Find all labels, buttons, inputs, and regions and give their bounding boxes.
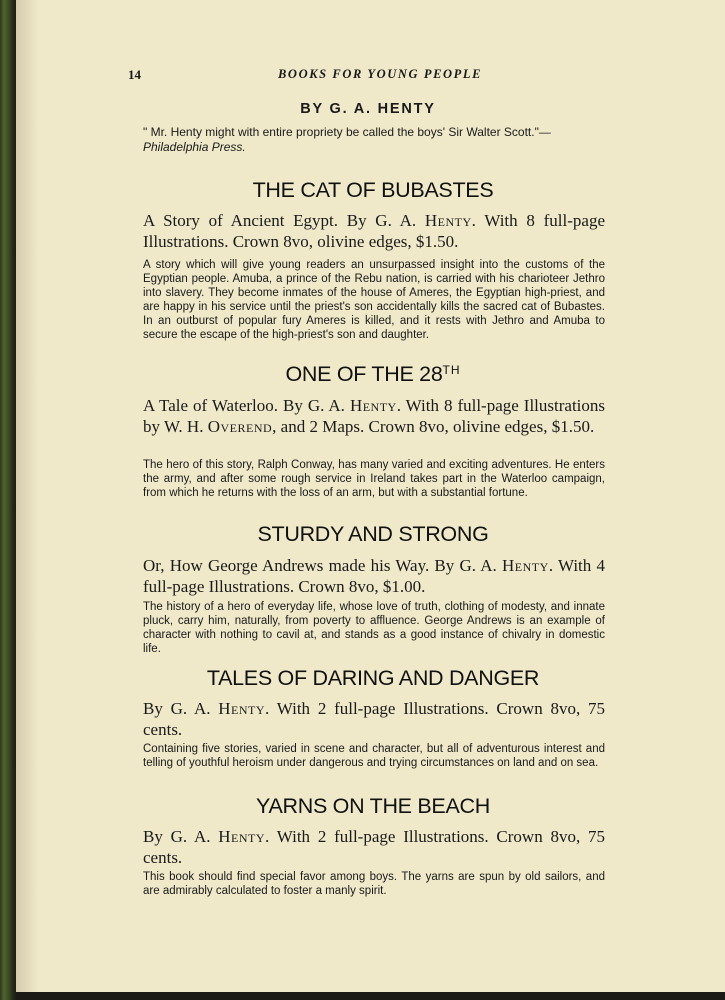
desc-text: . With 8 full-page Illustrations by W. H. (143, 396, 606, 436)
desc-text: By G. A. (143, 827, 219, 846)
book-description (143, 826, 605, 868)
illustrator-name: Overend (207, 417, 273, 436)
desc-text: Or, How George Andrews made his Way. By G. A. (143, 556, 503, 575)
desc-text: A Tale of Waterloo. By G. A. (143, 396, 350, 415)
page-number: 14 (128, 67, 141, 82)
book-title-yarns-on-the-beach: YARNS ON THE BEACH (256, 794, 490, 818)
desc-text: . With 2 full-page Illustrations. Crown 8vo, 75 cents. (143, 827, 605, 867)
quote-text: " Mr. Henty might with entire propriety be called the boys' Sir Walter Scott." (143, 125, 539, 139)
book-blurb: A story which will give young readers an unsurpassed insight into the customs of the Egyptian people. Amuba, a prince of the Rebu nation, is carried with his charioteer Jethro into slavery. They become inmates of the house of Ameres, the Egyptian high-priest, and are happy in his service until the priest's son accidentally kills the sacred cat of Bubastes. In an outburst of popular fury Ameres is killed, and it rests with Jethro and Amuba to secure the escape of the high-priest's son and daughter. (143, 259, 605, 341)
page-bottom-edge (16, 992, 725, 1000)
book-description (143, 698, 605, 740)
book-blurb: Containing five stories, varied in scene and character, but all of adventurous interest and telling of youthful heroism under dangerous and trying circumstances on land and on sea. (143, 743, 605, 769)
desc-text: , and 2 Maps. Crown 8vo, olivine edges, $1.50. (272, 417, 595, 436)
book-title-sturdy-and-strong: STURDY AND STRONG (257, 522, 489, 546)
author-name: Henty (218, 699, 266, 718)
page-header (128, 67, 608, 87)
desc-text: . With 4 full-page Illustrations. Crown 8vo, $1.00. (143, 556, 605, 596)
desc-text: By G. A. (143, 699, 219, 718)
book-title-cat-of-bubastes: THE CAT OF BUBASTES (252, 178, 494, 202)
author-byline: BY G. A. HENTY (300, 101, 436, 117)
title-text: ONE OF THE 28 (285, 362, 443, 386)
book-description (143, 210, 605, 252)
desc-text: . With 2 full-page Illustrations. Crown 8vo, 75 cents. (143, 699, 605, 739)
press-quote (143, 125, 605, 155)
desc-text: A Story of Ancient Egypt. By G. A. (143, 211, 425, 230)
author-name: Henty (218, 827, 266, 846)
desc-text: . With 8 full-page Illustrations. Crown 8vo, olivine edges, $1.50. (143, 211, 605, 251)
book-blurb: This book should find special favor among boys. The yarns are spun by old sailors, and are admirably calculated to foster a manly spirit. (143, 871, 605, 897)
quote-source: —Philadelphia Press. (143, 125, 551, 154)
book-title-tales-of-daring-and-danger: TALES OF DARING AND DANGER (206, 666, 540, 690)
book-description (143, 555, 605, 597)
author-name: Henty (349, 396, 397, 415)
running-head: BOOKS FOR YOUNG PEOPLE (278, 67, 483, 81)
title-superscript: TH (442, 363, 461, 377)
author-name: Henty (502, 556, 549, 575)
book-spine-edge (0, 0, 16, 1000)
author-name: Henty (424, 211, 472, 230)
book-title-one-of-the-28th (128, 362, 618, 387)
book-description (143, 395, 605, 437)
book-blurb: The hero of this story, Ralph Conway, has many varied and exciting adventures. He enters the army, and after some rough service in Ireland takes part in the Waterloo campaign, from which he returns with the loss of an arm, but with a substantial fortune. (143, 459, 605, 499)
book-blurb: The history of a hero of everyday life, whose love of truth, clothing of modesty, and innate pluck, carry him, naturally, from poverty to affluence. George Andrews is an example of character with nothing to cavil at, and stands as a good instance of chivalry in domestic life. (143, 601, 605, 655)
